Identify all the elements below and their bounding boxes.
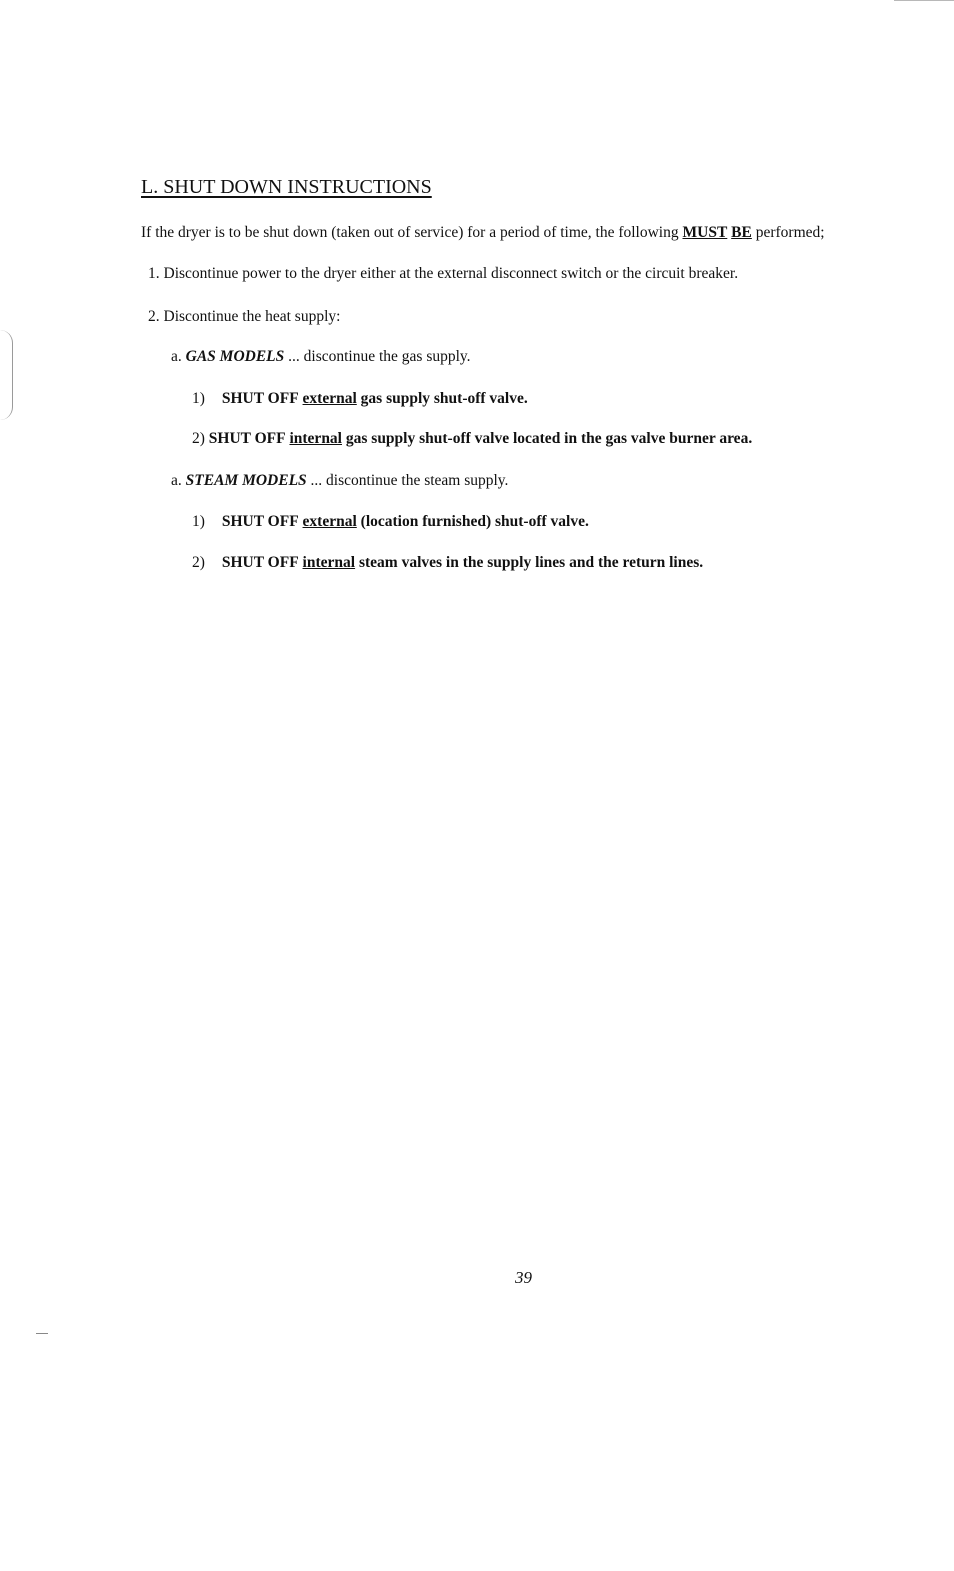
steam-models-item <box>171 472 508 490</box>
intro-paragraph <box>141 224 825 242</box>
scan-binding-mark <box>0 330 13 420</box>
step-1-text: Discontinue power to the dryer either at the external disconnect switch or the circuit breaker. <box>163 265 739 282</box>
gas-step-1 <box>192 390 528 408</box>
steam-step-2 <box>192 554 703 572</box>
step-1-number: 1. <box>148 265 160 282</box>
steam-step-2-lead: SHUT OFF <box>221 554 299 571</box>
steam-step-1-number: 1) <box>192 513 205 530</box>
gas-step-2-lead: SHUT OFF <box>208 430 286 447</box>
scan-edge-mark <box>894 0 954 1</box>
steam-step-2-number: 2) <box>192 554 205 571</box>
intro-must: MUST <box>682 224 728 241</box>
gas-step-1-underlined: external <box>302 390 357 407</box>
gas-step-2-underlined: internal <box>289 430 342 447</box>
gas-models-label: a. <box>171 348 182 365</box>
gas-models-text: ... discontinue the gas supply. <box>284 348 471 365</box>
gas-step-2-number: 2) <box>192 430 205 447</box>
gas-step-1-lead: SHUT OFF <box>221 390 299 407</box>
steam-models-text: ... discontinue the steam supply. <box>306 472 509 489</box>
steam-step-1 <box>192 513 589 531</box>
step-2-number: 2. <box>148 308 160 325</box>
gas-step-1-number: 1) <box>192 390 205 407</box>
steam-step-1-rest: (location furnished) shut-off valve. <box>356 513 589 530</box>
step-1 <box>148 265 738 283</box>
section-heading: L. SHUT DOWN INSTRUCTIONS <box>141 176 432 198</box>
step-2 <box>148 308 340 326</box>
gas-step-2 <box>192 430 752 448</box>
steam-step-1-lead: SHUT OFF <box>221 513 299 530</box>
steam-step-2-rest: steam valves in the supply lines and the return lines. <box>355 554 704 571</box>
gas-models-item <box>171 348 471 366</box>
steam-models-title: STEAM MODELS <box>185 472 307 489</box>
steam-step-2-underlined: internal <box>302 554 356 571</box>
scan-dash-mark <box>36 1333 48 1334</box>
intro-be: BE <box>731 224 752 241</box>
gas-step-2-rest: gas supply shut-off valve located in the gas valve burner area. <box>342 430 753 447</box>
intro-text-after: performed; <box>751 224 825 241</box>
steam-step-1-underlined: external <box>302 513 357 530</box>
page-number: 39 <box>515 1268 532 1287</box>
gas-models-title: GAS MODELS <box>185 348 285 365</box>
steam-models-label: a. <box>171 472 182 489</box>
gas-step-1-rest: gas supply shut-off valve. <box>356 390 528 407</box>
intro-text-before: If the dryer is to be shut down (taken out of service) for a period of time, the following <box>141 224 683 241</box>
step-2-text: Discontinue the heat supply: <box>163 308 341 325</box>
